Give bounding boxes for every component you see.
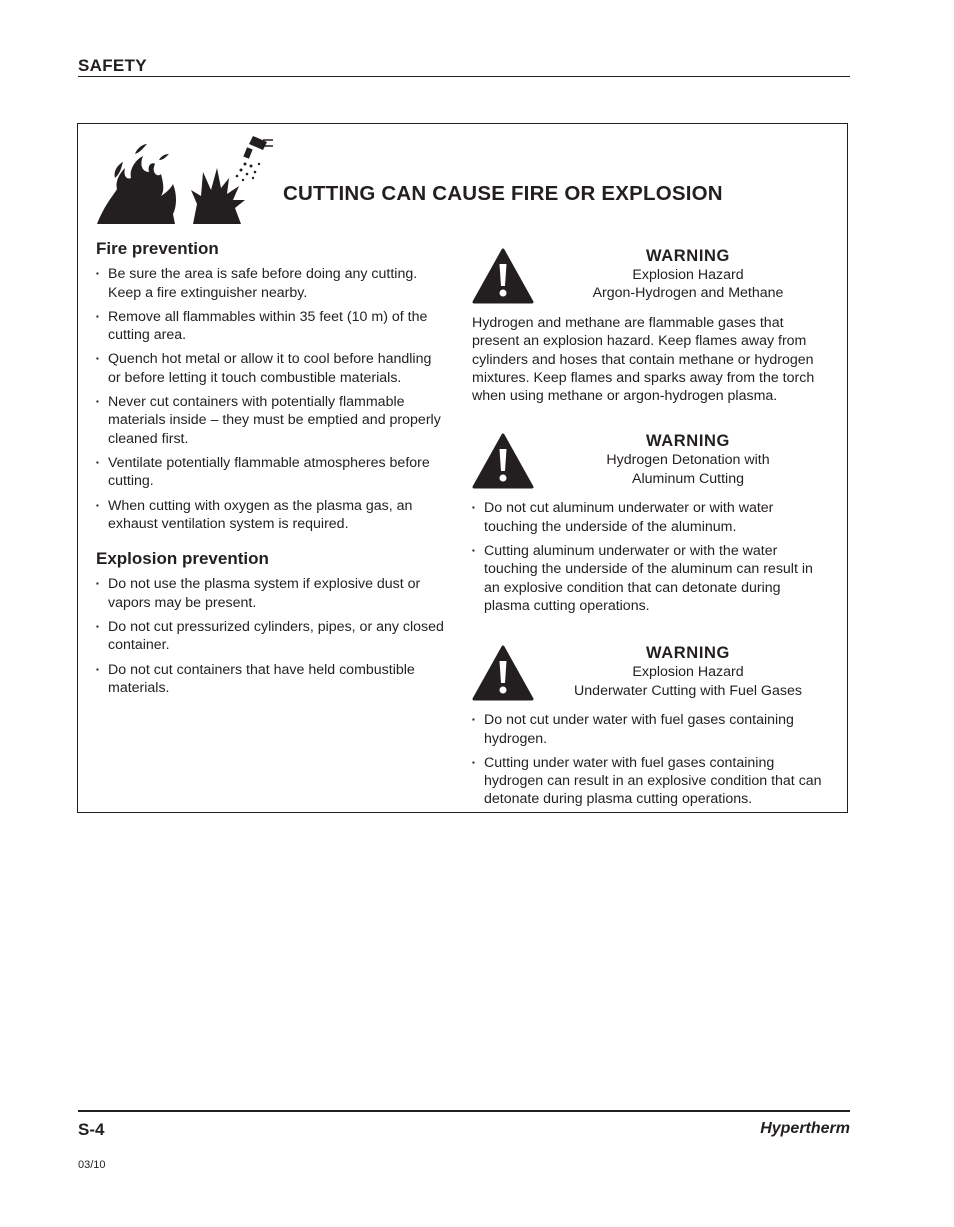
- page-number: S-4: [78, 1120, 105, 1139]
- warning-subtitle: Explosion Hazard: [632, 267, 744, 283]
- warning-list: [472, 711, 828, 808]
- warning-title: WARNING: [646, 432, 730, 451]
- warning-paragraph: Hydrogen and methane are flammable gases that present an explosion hazard. Keep flames away from cylinders and hoses that contain methane or hydrogen mixtures. Keep flames and sparks away from the torch when using methane or argon-hydrogen plasma.: [472, 315, 815, 405]
- list-item: ▪ Do not cut aluminum underwater or with water touching the underside of the aluminum.: [472, 499, 828, 536]
- footer-rule: [78, 1110, 850, 1112]
- list-item: ▪ Do not use the plasma system if explosive dust or vapors may be present.: [96, 575, 446, 612]
- warning-title: WARNING: [646, 247, 730, 265]
- fire-icon: [95, 134, 275, 226]
- warning-triangle-icon: [472, 248, 534, 304]
- fire-prevention-list: [96, 265, 446, 533]
- list-item: ▪ Cutting under water with fuel gases containing hydrogen can result in an explosive condition that can detonate during plasma cutting operations.: [472, 754, 828, 809]
- fire-prevention-heading: Fire prevention: [96, 239, 219, 258]
- warning-title: WARNING: [646, 644, 730, 663]
- warning-subtitle: Hydrogen Detonation with: [606, 452, 770, 469]
- list-item: ▪ Do not cut containers that have held combustible materials.: [96, 661, 446, 698]
- explosion-prevention-list: [96, 575, 446, 697]
- list-item: ▪ Never cut containers with potentially flammable materials inside – they must be emptied and properly cleaned first.: [96, 393, 446, 448]
- right-column: [472, 246, 828, 815]
- list-item: ▪ Do not cut pressurized cylinders, pipes, or any closed container.: [96, 618, 446, 655]
- brand-logo: Hypertherm: [760, 1120, 850, 1137]
- warning-subtitle: Aluminum Cutting: [632, 470, 744, 487]
- list-item: ▪ Do not cut under water with fuel gases containing hydrogen.: [472, 711, 828, 748]
- explosion-prevention-heading: Explosion prevention: [96, 549, 269, 569]
- list-item: ▪ When cutting with oxygen as the plasma gas, an exhaust ventilation system is required.: [96, 497, 446, 534]
- revision-date: 03/10: [78, 1159, 106, 1171]
- list-item: ▪ Cutting aluminum underwater or with the water touching the underside of the aluminum can result in an explosive condition that can detonate during plasma cutting operations.: [472, 542, 828, 615]
- section-header: SAFETY: [78, 56, 147, 75]
- page-title: CUTTING CAN CAUSE FIRE OR EXPLOSION: [283, 182, 723, 205]
- warning-block: [472, 431, 828, 489]
- warning-triangle-icon: [472, 645, 534, 701]
- warning-block: [472, 246, 828, 304]
- list-item: ▪ Quench hot metal or allow it to cool before handling or before letting it touch combustible materials.: [96, 350, 446, 387]
- warning-subtitle: Underwater Cutting with Fuel Gases: [574, 682, 802, 699]
- list-item: ▪ Remove all flammables within 35 feet (10 m) of the cutting area.: [96, 308, 446, 345]
- list-item: ▪ Be sure the area is safe before doing any cutting. Keep a fire extinguisher nearby.: [96, 265, 446, 302]
- warning-triangle-icon: [472, 433, 534, 489]
- warning-list: [472, 499, 828, 615]
- header-rule: [78, 76, 850, 77]
- warning-subtitle: Explosion Hazard: [632, 664, 744, 681]
- list-item: ▪ Ventilate potentially flammable atmospheres before cutting.: [96, 454, 446, 491]
- left-column: [96, 240, 446, 703]
- warning-subtitle: Argon-Hydrogen and Methane: [592, 285, 784, 302]
- warning-block: [472, 643, 828, 701]
